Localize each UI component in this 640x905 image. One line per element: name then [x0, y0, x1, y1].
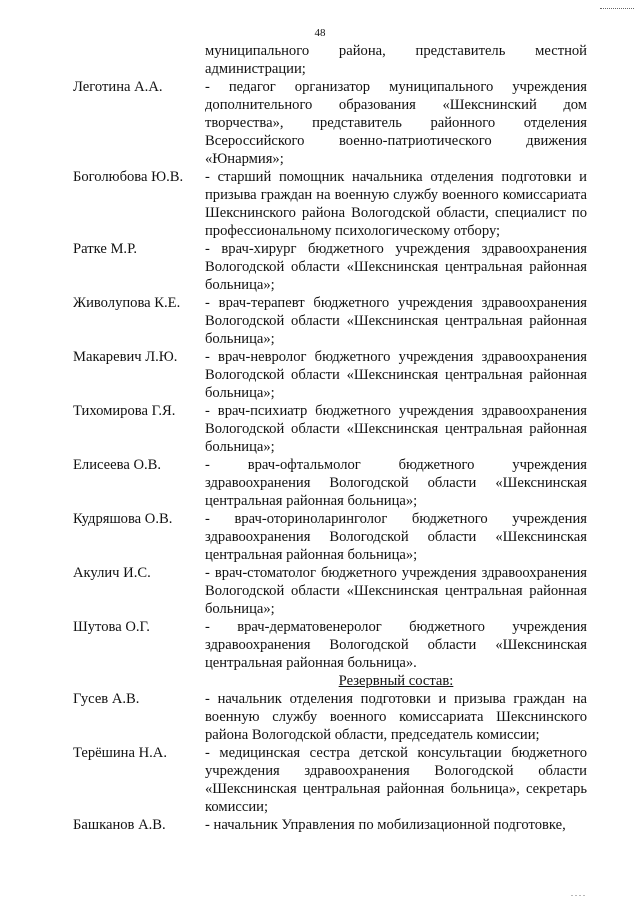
continuation-row [0, 42, 640, 78]
member-row [0, 78, 640, 168]
continuation-text: муниципального района, представитель местной администрации; [205, 43, 587, 77]
reserve-heading [205, 672, 587, 690]
reserve-members-list [0, 690, 640, 834]
member-role: - врач-дерматовенеролог бюджетного учреждения здравоохранения Вологодской области «Шекснинская центральная районная больница». [205, 619, 587, 671]
member-role: - начальник Управления по мобилизационной подготовке, [205, 817, 566, 833]
member-role: - врач-терапевт бюджетного учреждения здравоохранения Вологодской области «Шекснинская центральная районная больница»; [205, 295, 587, 347]
member-name: Кудряшова О.В. [73, 511, 173, 527]
member-name: Макаревич Л.Ю. [73, 349, 178, 365]
scan-edge-mark [600, 0, 634, 9]
member-role: - врач-хирург бюджетного учреждения здравоохранения Вологодской области «Шекснинская центральная районная больница»; [205, 241, 587, 293]
reserve-heading-text: Резервный состав: [338, 673, 454, 689]
member-name: Ратке М.Р. [73, 241, 138, 257]
page-number: 48 [314, 27, 326, 39]
commission-members-list [0, 78, 640, 672]
reserve-member-row [0, 690, 640, 744]
member-row [0, 294, 640, 348]
member-name: Акулич И.С. [73, 565, 151, 581]
member-row [0, 564, 640, 618]
member-role: - врач-стоматолог бюджетного учреждения здравоохранения Вологодской области «Шекснинская центральная районная больница»; [205, 565, 587, 617]
member-row [0, 240, 640, 294]
member-role: - врач-невролог бюджетного учреждения здравоохранения Вологодской области «Шекснинская центральная районная больница»; [205, 349, 587, 401]
member-name: Терёшина Н.А. [73, 745, 167, 761]
member-row [0, 456, 640, 510]
member-role: - старший помощник начальника отделения подготовки и призыва граждан на военную службу военного комиссариата Шекснинского района Вологодской области, специалист по профессиональному психологическому отбору; [205, 169, 587, 239]
member-row [0, 618, 640, 672]
member-row [0, 402, 640, 456]
member-row [0, 348, 640, 402]
member-name: Леготина А.А. [73, 79, 163, 95]
member-role: - медицинская сестра детской консультации бюджетного учреждения здравоохранения Вологодской области «Шекснинская центральная районная больница», секретарь комиссии; [205, 745, 587, 815]
member-role: - врач-оториноларинголог бюджетного учреждения здравоохранения Вологодской области «Шекснинская центральная районная больница»; [205, 511, 587, 563]
member-name: Гусев А.В. [73, 691, 140, 707]
member-role: - врач-психиатр бюджетного учреждения здравоохранения Вологодской области «Шекснинская центральная районная больница»; [205, 403, 587, 455]
member-name: Боголюбова Ю.В. [73, 169, 184, 185]
member-name: Тихомирова Г.Я. [73, 403, 176, 419]
reserve-member-row [0, 816, 640, 834]
reserve-member-row [0, 744, 640, 816]
document-body [0, 42, 640, 834]
member-name: Живолупова К.Е. [73, 295, 181, 311]
member-role: - педагог организатор муниципального учреждения дополнительного образования «Шекснинский дом творчества», представитель районного отделения Всероссийского военно-патриотического движения «Юнармия»; [205, 79, 587, 167]
member-row [0, 168, 640, 240]
member-role: - врач-офтальмолог бюджетного учреждения здравоохранения Вологодской области «Шекснинская центральная районная больница»; [205, 457, 587, 509]
member-name: Елисеева О.В. [73, 457, 162, 473]
member-row [0, 510, 640, 564]
member-name: Башканов А.В. [73, 817, 166, 833]
scan-edge-mark-bottom: . . . . [571, 889, 585, 898]
member-name: Шутова О.Г. [73, 619, 150, 635]
member-role: - начальник отделения подготовки и призыва граждан на военную службу военного комиссариата Шекснинского района Вологодской области, председатель комиссии; [205, 691, 587, 743]
